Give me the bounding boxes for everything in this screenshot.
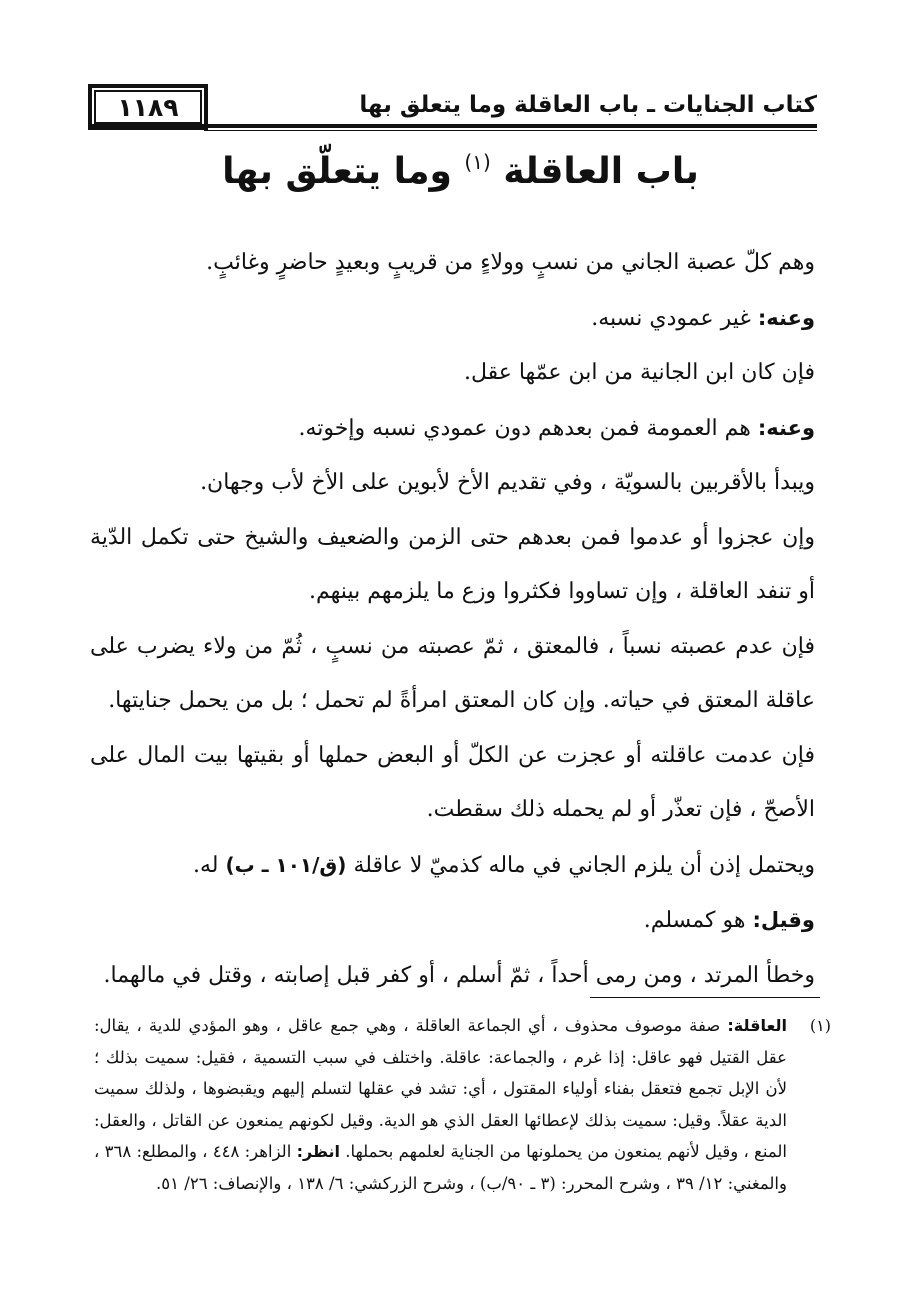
paragraph-text: ويحتمل إذن أن يلزم الجاني في ماله كذميّ لا عاقلة bbox=[353, 852, 815, 878]
footnote-term: العاقلة: bbox=[727, 1016, 787, 1035]
paragraph: وهم كلّ عصبة الجاني من نسبٍ وولاءٍ من قريبٍ وبعيدٍ حاضرٍ وغائبٍ. bbox=[206, 250, 815, 275]
paragraph-lead: وقيل: bbox=[752, 908, 815, 932]
header-rule bbox=[88, 124, 817, 128]
chapter-title bbox=[0, 150, 921, 192]
paragraph: فإن عدم عصبته نسباً ، فالمعتق ، ثمّ عصبته من نسبٍ ، ثُمّ من ولاء يضرب على عاقلة المعتق في حياته. وإن كان المعتق امرأةً لم تحمل ؛ بل من يحمل جنايتها. bbox=[90, 633, 815, 713]
header-rule-thin bbox=[204, 130, 817, 131]
running-title: كتاب الجنايات ـ باب العاقلة وما يتعلق بها bbox=[359, 92, 817, 118]
paragraph-text: غير عمودي نسبه. bbox=[591, 305, 751, 331]
footnote-sources: الزاهر: ٤٤٨ ، والمطلع: ٣٦٨ ، والمغني: ١٢/ ٣٩ ، وشرح المحرر: (٣ ـ ٩٠/ب) ، وشرح الزركشي: ٦/ ١٣٨ ، والإنصاف: ٢٦/ ٥١. bbox=[94, 1142, 787, 1193]
paragraph: وإن عجزوا أو عدموا فمن بعدهم حتى الزمن والضعيف والشيخ حتى تكمل الدّية أو تنفد العاقلة ، وإن تساووا فكثروا وزع ما يلزمهم بينهم. bbox=[90, 524, 815, 604]
paragraph bbox=[90, 401, 815, 457]
footnote-text: صفة موصوف محذوف ، أي الجماعة العاقلة ، وهي جمع عاقل ، وهو المؤدي للدية ، يقال: عقل القتيل فهو عاقل: إذا غرم ، والجماعة: عاقلة. واختلف في سبب التسمية ، فقيل: سميت بذلك ؛ لأن الإبل تجمع فتعقل بفناء أولياء المقتول ، أي: تشد في عقلها لتسلم إليهم ويقبضوها ، ولذلك سميت الدية عقلاً. وقيل: سميت بذلك لإعطائها العقل الذي هو الدية. وقيل لكونهم يمنعون عن القاتل ، والعقل: المنع ، وقيل لأنهم يمنعون من يحملونها من الجناية لعلمهم بحملها. bbox=[94, 1016, 787, 1162]
paragraph bbox=[90, 291, 815, 347]
paragraph-text: هم العمومة فمن بعدهم دون عمودي نسبه وإخوته. bbox=[298, 415, 751, 441]
paragraph: فإن كان ابن الجانية من ابن عمّها عقل. bbox=[463, 360, 815, 385]
footnote-mark: (١) bbox=[809, 1016, 831, 1035]
paragraph bbox=[90, 893, 815, 949]
paragraph-lead: وعنه: bbox=[757, 305, 815, 330]
chapter-footnote-ref: (١) bbox=[464, 150, 491, 174]
paragraph: فإن عدمت عاقلته أو عجزت عن الكلّ أو البعض حملها أو بقيتها بيت المال على الأصحّ ، فإن تعذّر أو لم يحمله ذلك سقطت. bbox=[90, 742, 815, 822]
paragraph bbox=[90, 838, 815, 894]
footnote-see-label: انظر: bbox=[296, 1142, 340, 1162]
footnote-separator bbox=[590, 997, 820, 998]
paragraph-text: له. bbox=[193, 852, 219, 878]
footnote bbox=[94, 1010, 829, 1200]
chapter-title-rest: وما يتعلّق بها bbox=[222, 151, 452, 192]
page-number: ١١٨٩ bbox=[88, 84, 208, 130]
footnote-body bbox=[94, 1010, 787, 1200]
running-header bbox=[88, 78, 817, 130]
main-text bbox=[90, 236, 815, 1003]
paragraph-lead: وعنه: bbox=[757, 415, 815, 440]
paragraph-text: هو كمسلم. bbox=[643, 908, 746, 933]
chapter-title-main: باب العاقلة bbox=[503, 151, 699, 192]
paragraph: ويبدأ بالأقربين بالسويّة ، وفي تقديم الأخ لأبوين على الأخ لأب وجهان. bbox=[200, 470, 815, 495]
paragraph: وخطأ المرتد ، ومن رمى أحداً ، ثمّ أسلم ، أو كفر قبل إصابته ، وقتل في مالهما. bbox=[103, 962, 815, 988]
manuscript-reference: (ق/١٠١ ـ ب) bbox=[225, 852, 347, 877]
